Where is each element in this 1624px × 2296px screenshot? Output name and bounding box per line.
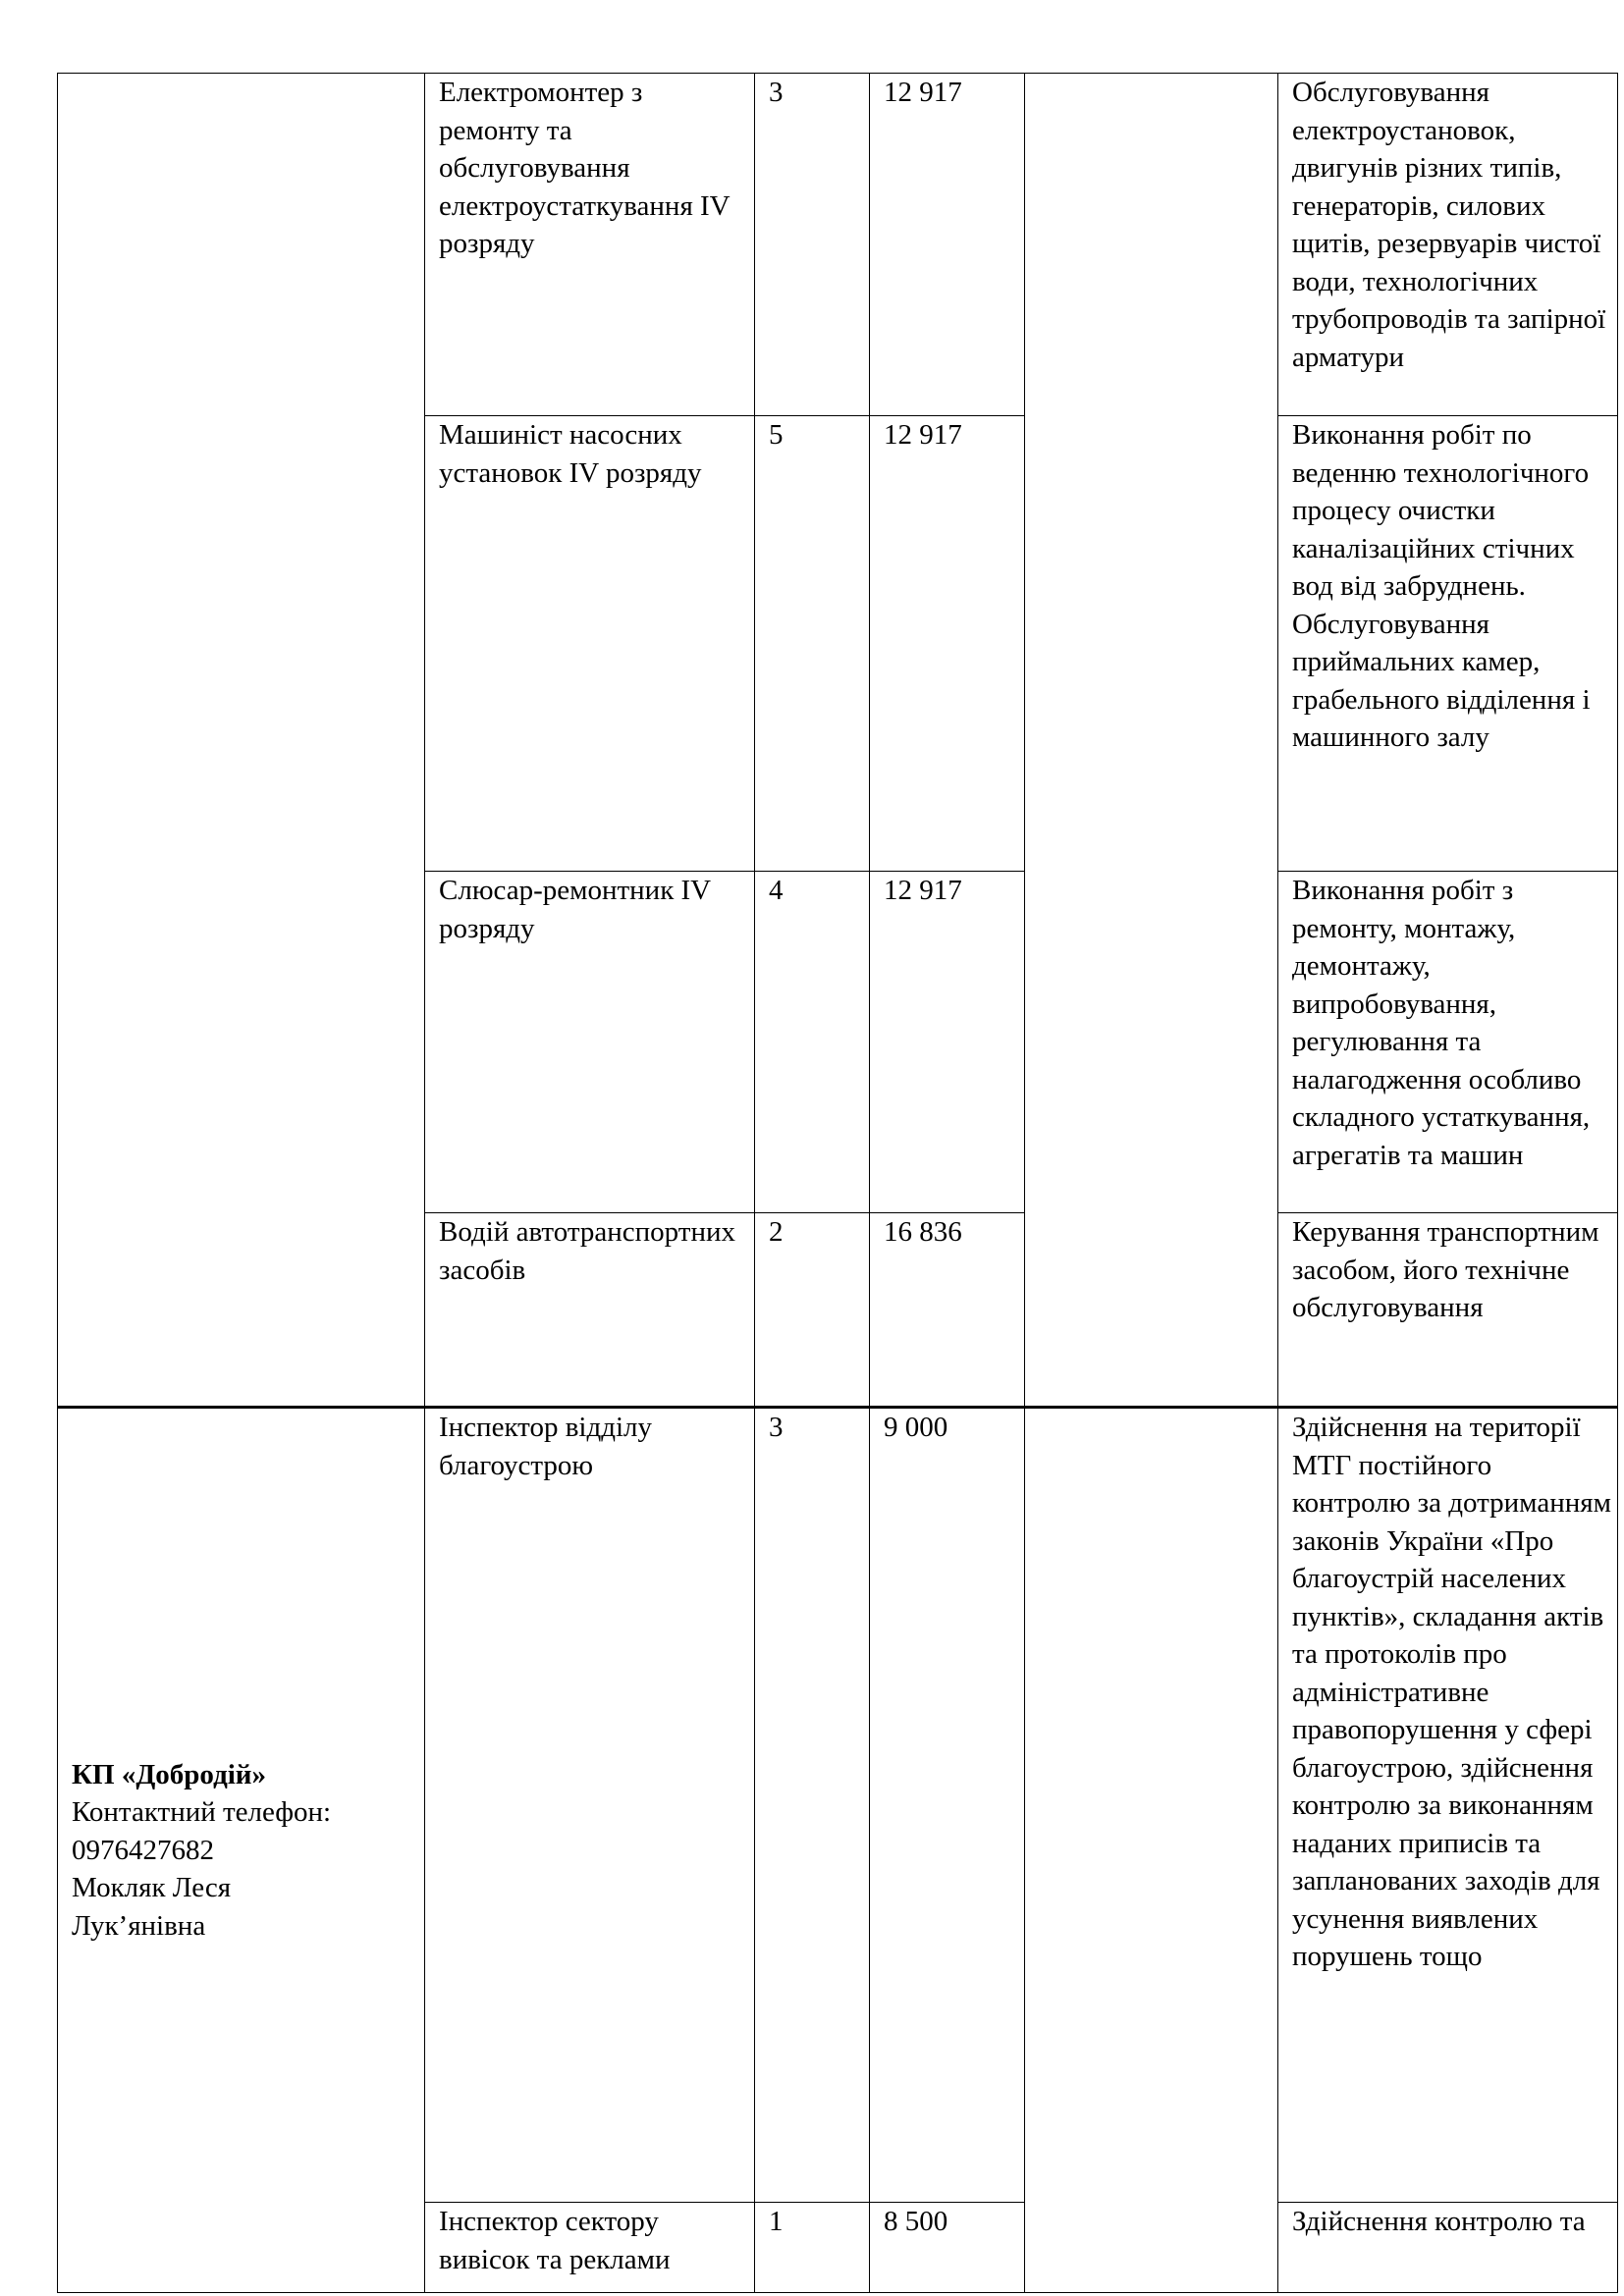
count-cell: 2 xyxy=(755,1213,870,1408)
salary-cell: 8 500 xyxy=(870,2203,1025,2293)
phone-number: 0976427682 xyxy=(72,1834,214,1866)
count-cell: 5 xyxy=(755,416,870,872)
org-cell-empty xyxy=(58,74,425,1408)
duties-cell: Обслуговування електроустановок, двигунів різних типів, генераторів, силових щитів, резервуарів чистої води, технологічних трубопроводів та запірної арматури xyxy=(1278,74,1618,416)
salary-cell: 12 917 xyxy=(870,416,1025,872)
salary-cell: 16 836 xyxy=(870,1213,1025,1408)
salary-cell: 9 000 xyxy=(870,1408,1025,2203)
count-cell: 1 xyxy=(755,2203,870,2293)
table-row xyxy=(58,74,1618,416)
empty-cell xyxy=(1025,74,1278,1408)
position-cell: Машиніст насосних установок IV розряду xyxy=(425,416,755,872)
duties-cell: Виконання робіт з ремонту, монтажу, демонтажу, випробовування, регулювання та налагодження особливо складного устаткування, агрегатів та машин xyxy=(1278,872,1618,1213)
position-cell: Інспектор відділу благоустрою xyxy=(425,1408,755,2203)
salary-cell: 12 917 xyxy=(870,872,1025,1213)
position-cell: Слюсар-ремонтник IV розряду xyxy=(425,872,755,1213)
position-cell: Водій автотранспортних засобів xyxy=(425,1213,755,1408)
count-cell: 3 xyxy=(755,74,870,416)
position-cell: Інспектор сектору вивісок та реклами xyxy=(425,2203,755,2293)
count-cell: 4 xyxy=(755,872,870,1213)
vacancy-table xyxy=(57,73,1618,2293)
duties-cell: Здійснення контролю та xyxy=(1278,2203,1618,2293)
table-row xyxy=(58,1408,1618,2203)
contact-name-line2: Лук’янівна xyxy=(72,1909,206,1942)
empty-cell xyxy=(1025,1408,1278,2293)
position-cell: Електромонтер з ремонту та обслуговування електроустаткування IV розряду xyxy=(425,74,755,416)
phone-label: Контактний телефон: xyxy=(72,1796,332,1829)
count-cell: 3 xyxy=(755,1408,870,2203)
duties-cell: Здійснення на території МТГ постійного контролю за дотриманням законів України «Про благоустрій населених пунктів», складання актів та протоколів про адміністративне правопорушення у сфері благоустрою, здійснення контролю за виконанням наданих приписів та запланованих заходів для усунення виявлених порушень тощо xyxy=(1278,1408,1618,2203)
contact-name-line1: Мокляк Леся xyxy=(72,1872,232,1904)
org-name: КП «Добродій» xyxy=(72,1758,267,1790)
org-cell xyxy=(58,1408,425,2293)
duties-cell: Керування транспортним засобом, його технічне обслуговування xyxy=(1278,1213,1618,1408)
salary-cell: 12 917 xyxy=(870,74,1025,416)
duties-cell: Виконання робіт по веденню технологічного процесу очистки каналізаційних стічних вод від забруднень. Обслуговування приймальних камер, грабельного відділення і машинного залу xyxy=(1278,416,1618,872)
